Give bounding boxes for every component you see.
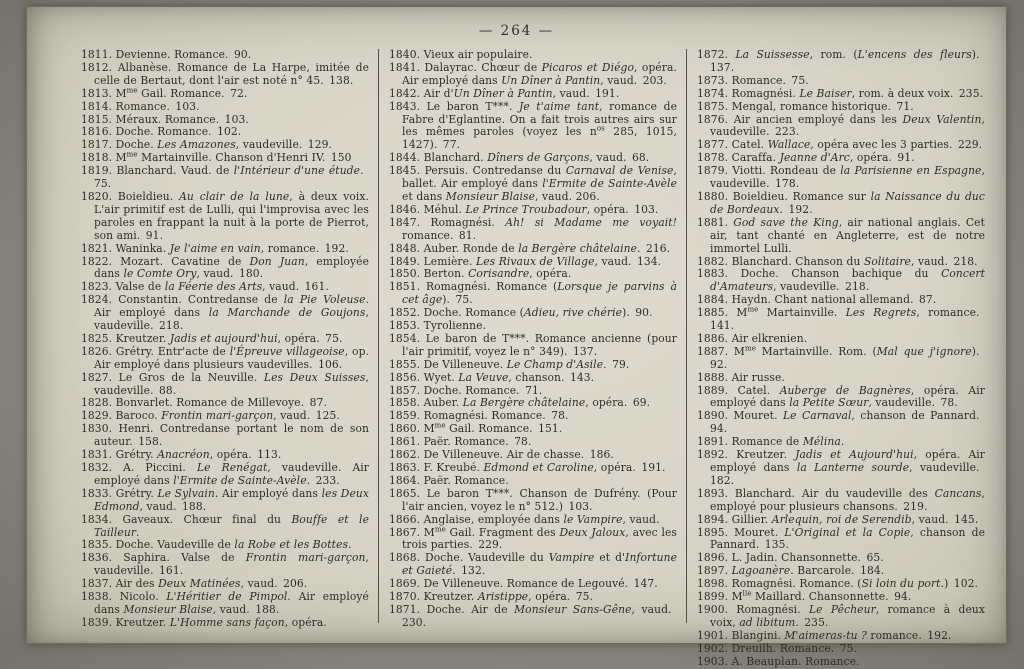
- index-entry: 1818. $M^{me}$ Martainville. Chanson d'Henri IV. 150: [81, 150, 352, 165]
- index-entry: 1901. Blangini. M'aimeras-tu ? romance. 192.: [697, 628, 952, 642]
- index-entry: 1821. Waninka. Je l'aime en vain, romance. 192.: [81, 241, 349, 255]
- index-entry: 1827. Le Gros de la Neuville. Les Deux Suisses, vaudeville. 88.: [81, 370, 370, 397]
- index-entry: 1865. Le baron T***. Chanson de Dufrény. (Pour l'air ancien, voyez le n° 512.) 103.: [389, 486, 677, 513]
- index-entry: 1861. Paër. Romance. 78.: [389, 435, 532, 449]
- index-entry: 1829. Baroco. Frontin mari-garçon, vaud. 125.: [81, 409, 340, 423]
- index-entry: 1890. Mouret. Le Carnaval, chanson de Pannard. 94.: [697, 409, 985, 436]
- column-2: [378, 48, 686, 629]
- index-entry: 1845. Persuis. Contredanse du Carnaval de Venise, ballet. Air employé dans l'Ermite de Sainte-Avèle et dans Monsieur Blaise, vaud. 206.: [389, 164, 677, 203]
- index-entry: 1813. $M^{me}$ Gail. Romance. 72.: [81, 86, 248, 100]
- index-entry: 1872. La Suissesse, rom. (L'encens des fleurs). 137.: [697, 48, 986, 74]
- column-1: [71, 48, 378, 629]
- book-page-scan: [26, 6, 1007, 668]
- index-entry: 1870. Kreutzer. Aristippe, opéra. 75.: [389, 590, 594, 604]
- index-entry: 1853. Tyrolienne.: [389, 319, 487, 333]
- index-entry: 1863. F. Kreubé. Edmond et Caroline, opéra. 191.: [389, 461, 666, 474]
- index-entry: 1899. $M^{lle}$ Maillard. Chansonnette. 94.: [697, 589, 912, 604]
- index-entry: 1896. L. Jadin. Chansonnette. 65.: [697, 551, 884, 565]
- index-entry: 1858. Auber. La Bergère châtelaine, opéra. 69.: [389, 396, 651, 410]
- index-entry: 1892. Kreutzer. Jadis et Aujourd'hui, opéra. Air employé dans la Lanterne sourde, vaudeville. 182.: [697, 448, 986, 487]
- index-entry: 1903. A. Beauplan. Romance.: [697, 654, 860, 668]
- index-entry: 1851. Romagnési. Romance (Lorsque je parvins à cet âge). 75.: [389, 280, 677, 307]
- index-entry: 1846. Méhul. Le Prince Troubadour, opéra. 103.: [389, 202, 659, 216]
- index-entry: 1834. Gaveaux. Chœur final du Bouffe et le Tailleur.: [81, 512, 370, 539]
- index-entry: 1841. Dalayrac. Chœur de Picaros et Diégo, opéra. Air employé dans Un Dîner à Pantin, vaud. 203.: [389, 60, 677, 87]
- index-entry: 1888. Air russe.: [697, 370, 785, 384]
- column-3: [686, 48, 994, 668]
- index-entry: 1830. Henri. Contredanse portant le nom de son auteur. 158.: [81, 422, 369, 449]
- index-entry: 1898. Romagnési. Romance. (Si loin du port.) 102.: [697, 577, 978, 591]
- index-entry: 1835. Doche. Vaudeville de la Robe et les Bottes.: [81, 538, 352, 552]
- index-entry: 1876. Air ancien employé dans les Deux Valentin, vaudeville. 223.: [697, 112, 985, 139]
- index-entry: 1873. Romance. 75.: [697, 73, 809, 87]
- index-entry: 1842. Air d'Un Dîner à Pantin, vaud. 191.: [389, 86, 620, 100]
- index-entry: 1887. $M^{me}$ Martainville. Rom. (Mal que j'ignore). 92.: [697, 344, 985, 371]
- index-entry: 1874. Romagnési. Le Baiser, rom. à deux voix. 235.: [697, 86, 984, 100]
- index-entry: 1820. Boieldieu. Au clair de la lune, à deux voix. L'air primitif est de Lulli, qui l'improvisa avec les paroles en frappant la nuit à la porte de Pierrot, son ami. 91.: [81, 189, 370, 242]
- index-entry: 1839. Kreutzer. L'Homme sans façon, opéra.: [81, 615, 327, 629]
- index-entry: 1882. Blanchard. Chanson du Solitaire, vaud. 218.: [697, 254, 978, 268]
- index-entry: 1819. Blanchard. Vaud. de l'Intérieur d'une étude. 75.: [81, 164, 370, 191]
- index-entry: 1836. Saphira. Valse de Frontin mari-garçon, vaudeville. 161.: [81, 551, 369, 578]
- index-entry: 1850. Berton. Corisandre, opéra.: [389, 267, 572, 281]
- index-entry: 1857. Doche. Romance. 71.: [389, 383, 543, 397]
- index-entry: 1875. Mengal, romance historique. 71.: [697, 99, 914, 113]
- index-entry: 1878. Caraffa. Jeanne d'Arc, opéra. 91.: [697, 151, 915, 165]
- index-entry: 1814. Romance. 103.: [81, 99, 200, 113]
- index-entry: 1895. Mouret. L'Original et la Copie, chanson de Pannard. 135.: [697, 525, 985, 552]
- index-entry: 1879. Viotti. Rondeau de la Parisienne en Espagne, vaudeville. 178.: [697, 164, 985, 191]
- index-entry: 1864. Paër. Romance.: [389, 473, 509, 487]
- index-entry: 1885. $M^{me}$ Martainville. Les Regrets, romance. 141.: [697, 305, 985, 333]
- index-entry: 1859. Romagnési. Romance. 78.: [389, 409, 569, 423]
- index-entry: 1824. Constantin. Contredanse de la Pie Voleuse. Air employé dans la Marchande de Goujons, vaudeville. 218.: [81, 293, 369, 333]
- index-entry: 1844. Blanchard. Dîners de Garçons, vaud. 68.: [389, 151, 650, 165]
- index-entry: 1833. Grétry. Le Sylvain. Air employé dans les Deux Edmond, vaud. 188.: [81, 486, 369, 513]
- index-entry: 1871. Doche. Air de Monsieur Sans-Gêne, vaud. 230.: [389, 602, 677, 629]
- index-entry: 1889. Catel. Auberge de Bagnères, opéra. Air employé dans la Petite Sœur, vaudeville. 78.: [697, 383, 985, 410]
- index-entry: 1897. Lagoanère. Barcarole. 184.: [697, 564, 885, 578]
- index-entry: 1816. Doche. Romance. 102.: [81, 125, 242, 139]
- index-entry: 1881. God save the King, air national anglais. Cet air, tant chanté en Angleterre, est de notre immortel Lulli.: [697, 215, 985, 255]
- index-entry: 1831. Grétry. Anacréon, opéra. 113.: [81, 448, 282, 462]
- index-entry: 1840. Vieux air populaire.: [389, 48, 533, 61]
- index-entry: 1893. Blanchard. Air du vaudeville des Cancans, employé pour plusieurs chansons. 219.: [697, 486, 985, 513]
- index-entry: 1902. Dreuilh. Romance. 75.: [697, 641, 858, 655]
- index-entry: 1883. Doche. Chanson bachique du Concert d'Amateurs, vaudeville. 218.: [697, 267, 985, 294]
- index-entry: 1843. Le baron T***. Je t'aime tant, romance de Fabre d'Eglantine. On a fait trois autres airs sur les mêmes paroles (voyez les $n^{os}$ 285, 1015, 1427). 77.: [389, 99, 677, 152]
- index-entry: 1862. De Villeneuve. Air de chasse. 186.: [389, 448, 614, 462]
- index-entry: 1838. Nicolo. L'Héritier de Pimpol. Air employé dans Monsieur Blaise, vaud. 188.: [81, 590, 369, 616]
- index-entry: 1894. Gillier. Arlequin, roi de Serendib, vaud. 145.: [697, 512, 979, 526]
- index-entry: 1880. Boieldieu. Romance sur la Naissance du duc de Bordeaux. 192.: [697, 189, 985, 216]
- page-number: — 264 —: [478, 23, 555, 39]
- index-entry: 1822. Mozart. Cavatine de Don Juan, employée dans le Comte Ory, vaud. 180.: [81, 254, 370, 281]
- index-entry: 1866. Anglaise, employée dans le Vampire, vaud.: [389, 512, 660, 526]
- index-entry: 1828. Bonvarlet. Romance de Millevoye. 87.: [81, 396, 327, 410]
- index-entry: 1825. Kreutzer. Jadis et aujourd'hui, opéra. 75.: [81, 331, 343, 345]
- index-entry: 1867. $M^{me}$ Gail. Fragment des Deux Jaloux, avec les trois parties. 229.: [389, 524, 677, 552]
- index-entry: 1854. Le baron de T***. Romance ancienne (pour l'air primitif, voyez le n° 349). 137.: [389, 331, 677, 358]
- index-entry: 1869. De Villeneuve. Romance de Legouvé. 147.: [389, 577, 658, 591]
- index-entry: 1812. Albanèse. Romance de La Harpe, imitée de celle de Bertaut, dont l'air est noté n° 45. 138.: [81, 60, 369, 87]
- index-entry: 1837. Air des Deux Matinées, vaud. 206.: [81, 577, 308, 591]
- index-entry: 1877. Catel. Wallace, opéra avec les 3 parties. 229.: [697, 138, 983, 152]
- index-entry: 1832. A. Piccini. Le Renégat, vaudeville. Air employé dans l'Ermite de Sainte-Avèle. 233.: [81, 461, 369, 487]
- index-entry: 1856. Wyet. La Veuve, chanson. 143.: [389, 370, 595, 384]
- index-entry: 1852. Doche. Romance (Adieu, rive chérie). 90.: [389, 306, 653, 320]
- index-entry: 1817. Doche. Les Amazones, vaudeville. 129.: [81, 138, 333, 152]
- index-entry: 1848. Auber. Ronde de la Bergère châtelaine. 216.: [389, 241, 671, 255]
- index-entry: 1855. De Villeneuve. Le Champ d'Asile. 79.: [389, 357, 630, 371]
- index-entry: 1860. $M^{me}$ Gail. Romance. 151.: [389, 421, 563, 436]
- index-entry: 1847. Romagnési. Ah! si Madame me voyait! romance. 81.: [389, 215, 677, 242]
- index-entry: 1815. Méraux. Romance. 103.: [81, 112, 249, 126]
- index-entry: 1886. Air elkrenien.: [697, 331, 808, 345]
- index-entry: 1826. Grétry. Entr'acte de l'Épreuve villageoise, op. Air employé dans plusieurs vaudevilles. 106.: [81, 344, 370, 371]
- index-entry: 1884. Haydn. Chant national allemand. 87.: [697, 293, 937, 307]
- index-entry: 1811. Devienne. Romance. 90.: [81, 48, 252, 61]
- index-entry: 1849. Lemière. Les Rivaux de Village, vaud. 134.: [389, 254, 662, 268]
- index-columns: [71, 48, 994, 668]
- index-entry: 1868. Doche. Vaudeville du Vampire et d'Infortune et Gaieté. 132.: [389, 551, 678, 578]
- index-entry: 1900. Romagnési. Le Pêcheur, romance à deux voix, ad libitum. 235.: [697, 602, 985, 629]
- index-entry: 1823. Valse de la Féerie des Arts, vaud. 161.: [81, 280, 329, 294]
- index-entry: 1891. Romance de Mélina.: [697, 435, 845, 449]
